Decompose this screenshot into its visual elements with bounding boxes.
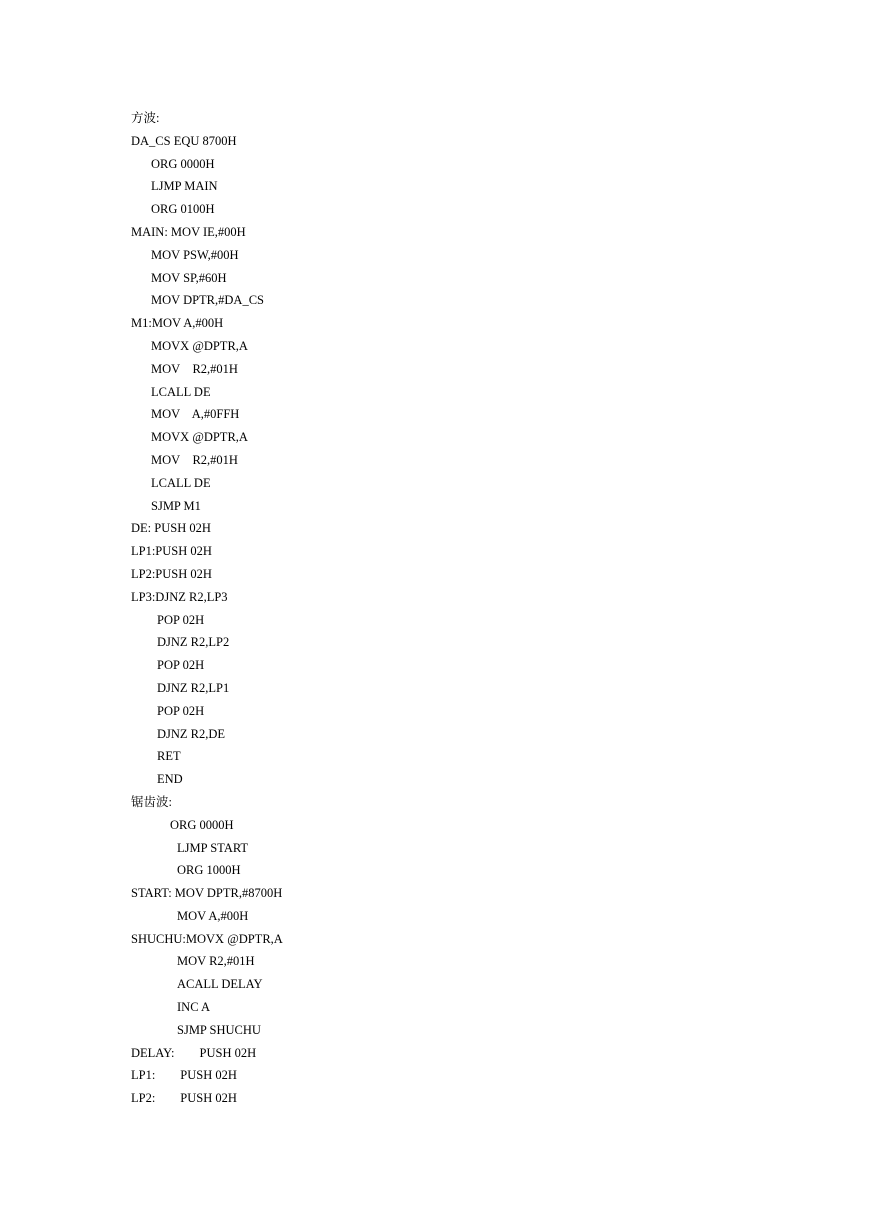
code-line: POP 02H (157, 612, 205, 627)
code-line: MOV R2,#01H (151, 361, 238, 376)
code-line: M1:MOV A,#00H (131, 316, 224, 331)
code-line: LJMP START (177, 840, 249, 855)
code-line: SJMP SHUCHU (177, 1022, 261, 1037)
code-line: DE: PUSH 02H (131, 521, 211, 536)
code-line: DJNZ R2,LP2 (157, 635, 230, 650)
code-line: ORG 0000H (151, 156, 215, 171)
code-line: DJNZ R2,LP1 (157, 680, 230, 695)
code-line: RET (157, 749, 181, 764)
code-line: LJMP MAIN (151, 179, 218, 194)
code-line: END (157, 772, 183, 787)
assembly-listing (131, 107, 283, 1110)
code-line: SHUCHU:MOVX @DPTR,A (131, 931, 283, 946)
code-line: LP1:PUSH 02H (131, 544, 212, 559)
code-line: MOV R2,#01H (151, 452, 238, 467)
code-line: MOV A,#00H (177, 908, 249, 923)
square-wave-heading: 方波: (131, 111, 160, 125)
code-line: MOVX @DPTR,A (151, 338, 248, 353)
sawtooth-wave-heading: 锯齿波: (131, 794, 172, 809)
code-line: MOV SP,#60H (151, 270, 227, 285)
code-line: MOV DPTR,#DA_CS (151, 293, 264, 308)
code-line: ORG 0000H (170, 817, 234, 832)
code-line: ACALL DELAY (177, 977, 263, 992)
code-line: ORG 0100H (151, 202, 215, 217)
code-line: MOVX @DPTR,A (151, 430, 248, 445)
code-line: MAIN: MOV IE,#00H (131, 224, 246, 239)
code-line: POP 02H (157, 703, 205, 718)
code-line: INC A (177, 1000, 210, 1015)
code-line: START: MOV DPTR,#8700H (131, 886, 283, 901)
code-line: LP3:DJNZ R2,LP3 (131, 589, 228, 604)
code-line: LP1: PUSH 02H (131, 1068, 237, 1083)
code-line: LP2: PUSH 02H (131, 1091, 237, 1106)
code-line: MOV PSW,#00H (151, 247, 239, 262)
code-line: DJNZ R2,DE (157, 726, 226, 741)
code-line: LCALL DE (151, 475, 211, 490)
code-line: MOV R2,#01H (177, 954, 255, 969)
code-line: MOV A,#0FFH (151, 407, 240, 422)
code-line: DELAY: PUSH 02H (131, 1045, 257, 1060)
code-line: ORG 1000H (177, 863, 241, 878)
code-line: SJMP M1 (151, 498, 201, 513)
code-line: POP 02H (157, 658, 205, 673)
code-line: LP2:PUSH 02H (131, 566, 212, 581)
code-line: LCALL DE (151, 384, 211, 399)
code-line: DA_CS EQU 8700H (131, 133, 237, 148)
